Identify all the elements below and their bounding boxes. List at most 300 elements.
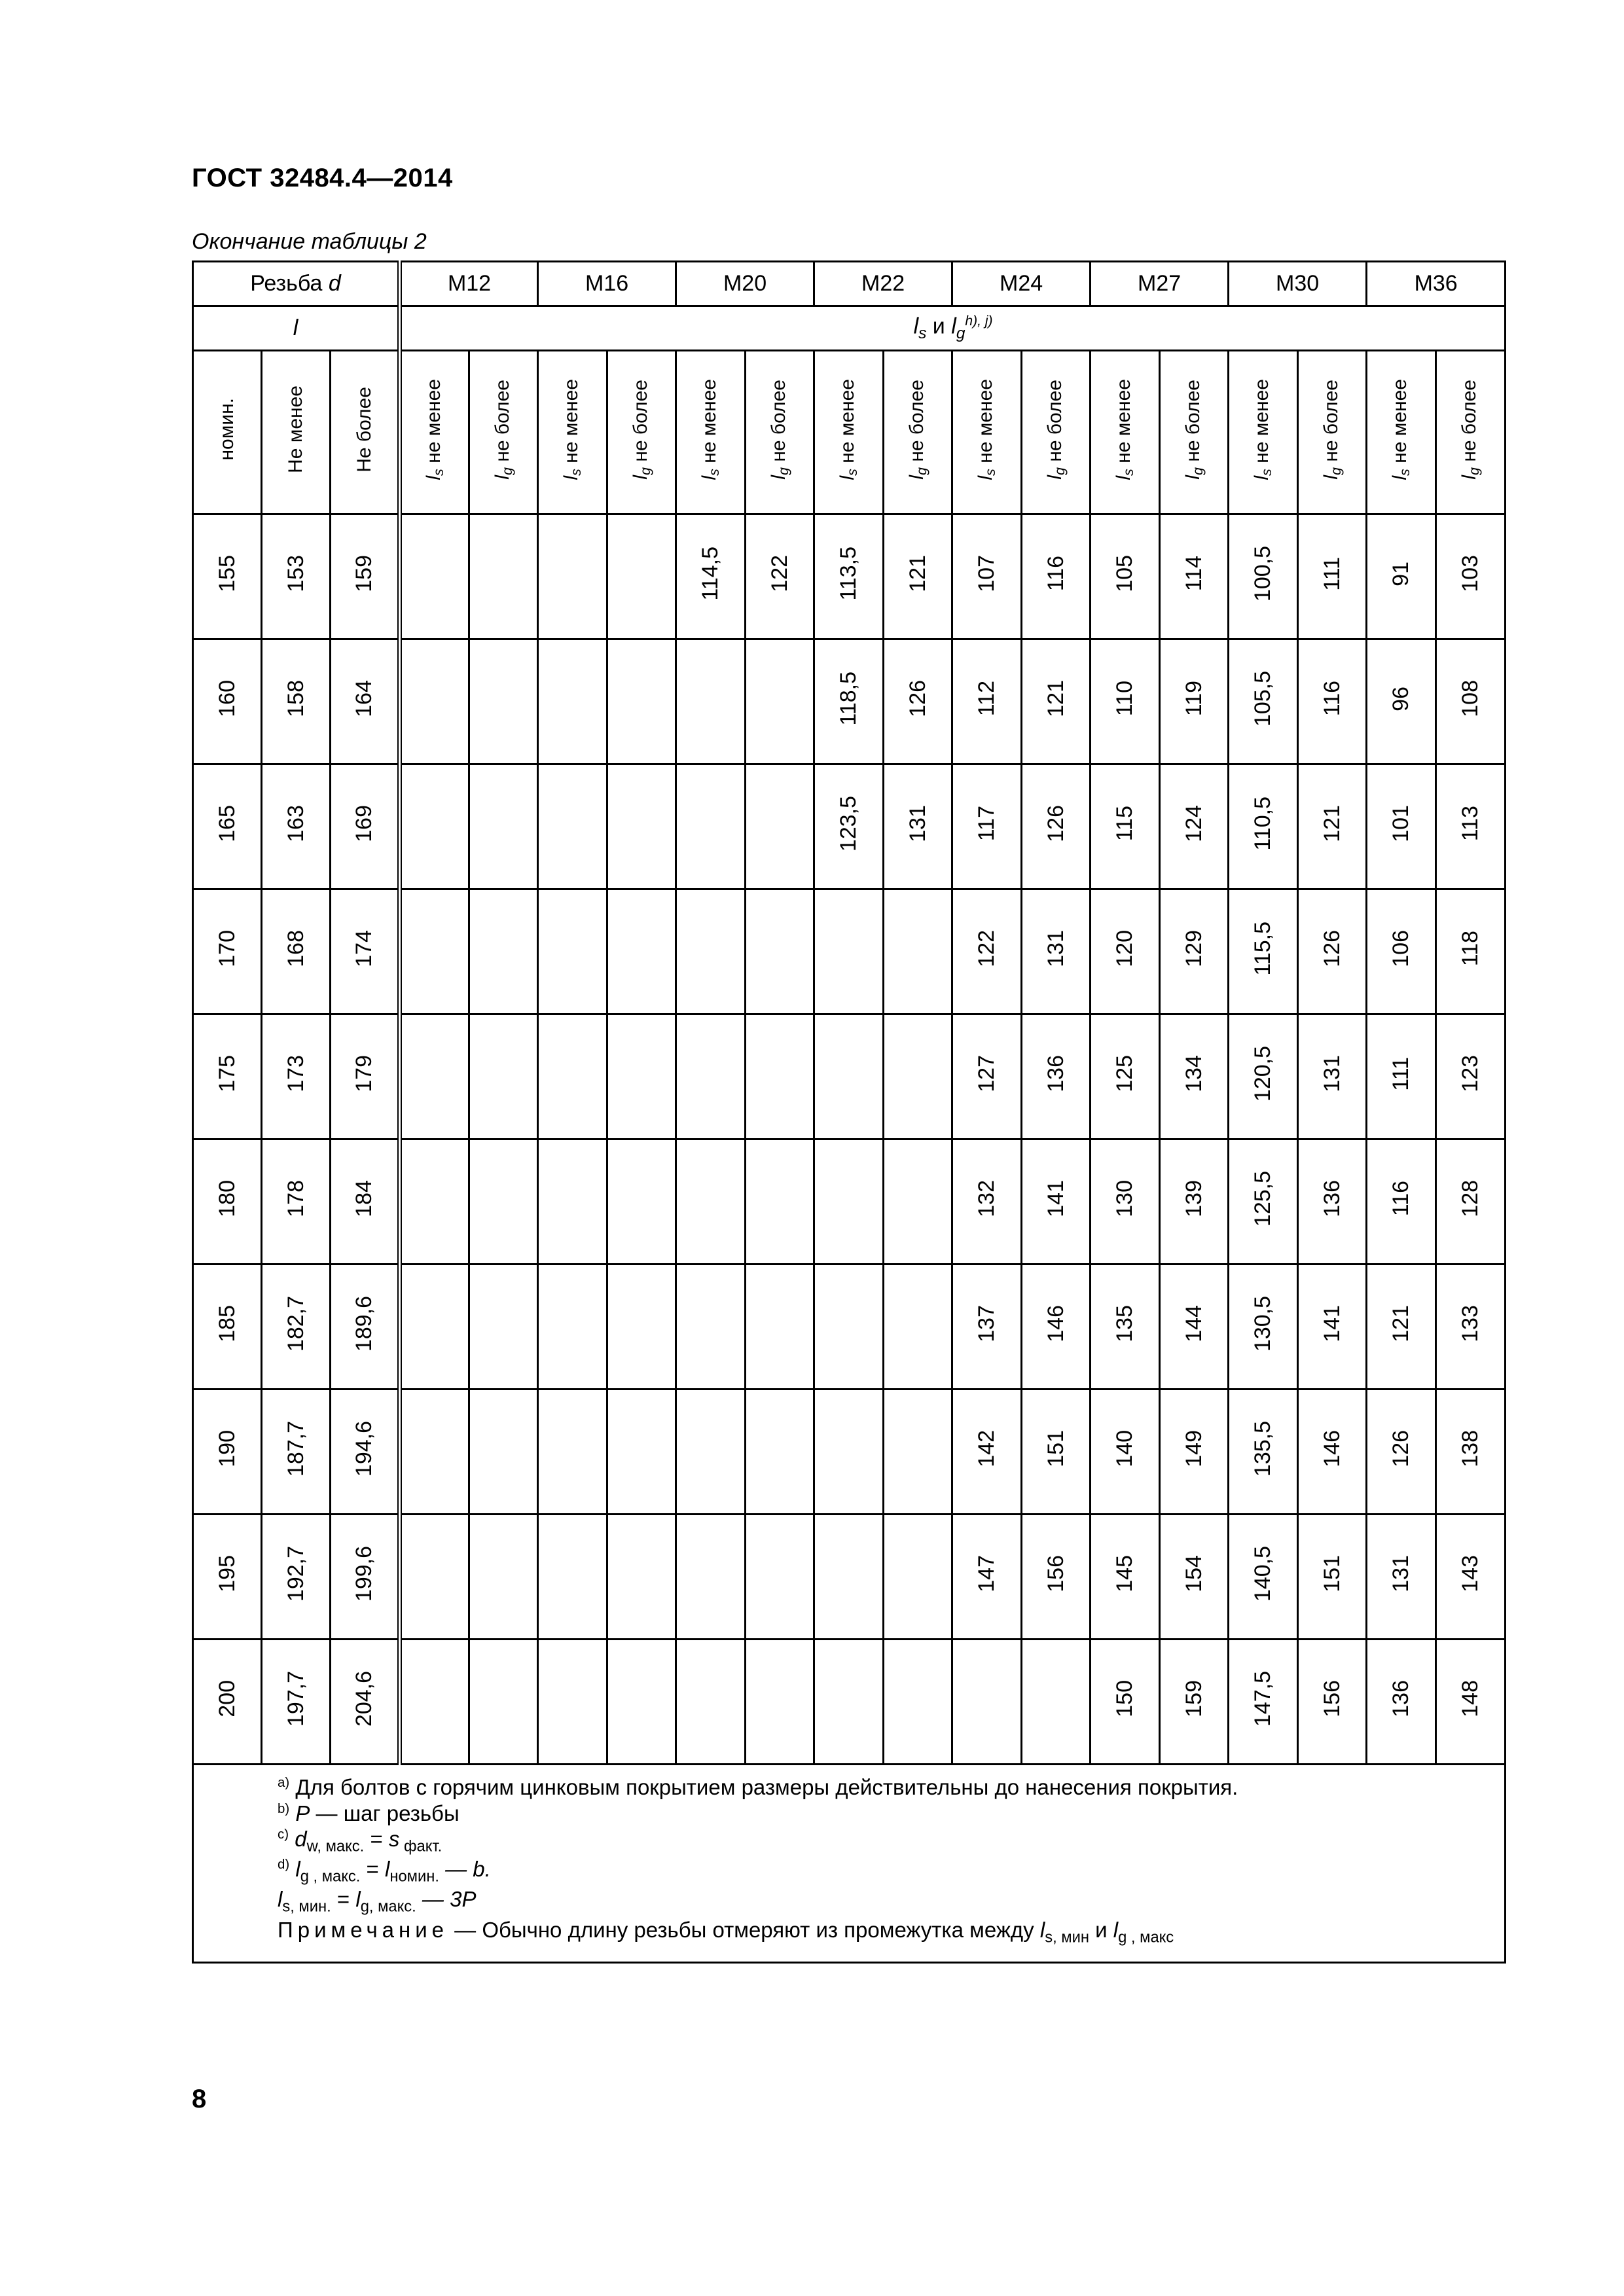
value-cell xyxy=(469,1014,538,1139)
value-cell xyxy=(607,1014,676,1139)
value-cell-text: 115,5 xyxy=(1250,922,1276,976)
table-row xyxy=(193,1139,1506,1265)
value-cell xyxy=(1091,1014,1160,1139)
value-cell xyxy=(400,1390,469,1515)
value-cell xyxy=(952,889,1022,1014)
value-cell xyxy=(400,1014,469,1139)
value-cell xyxy=(884,514,952,639)
value-cell xyxy=(746,1265,814,1390)
value-cell xyxy=(814,889,884,1014)
value-cell xyxy=(1436,764,1506,889)
value-cell xyxy=(1229,1014,1298,1139)
notes-row xyxy=(193,1765,1506,1963)
value-cell xyxy=(952,639,1022,764)
value-cell xyxy=(952,1265,1022,1390)
value-cell xyxy=(1436,514,1506,639)
footnote-e: $l_{s, мин.} = l_{g, макс.}$ — 3P xyxy=(278,1887,477,1916)
value-cell xyxy=(1367,514,1436,639)
value-cell xyxy=(469,1390,538,1515)
value-cell-text: 136 xyxy=(1388,1680,1414,1717)
value-cell-text: 110,5 xyxy=(1250,797,1276,851)
value-cell xyxy=(814,639,884,764)
value-cell xyxy=(746,1640,814,1765)
value-cell-text: 123 xyxy=(1458,1055,1483,1092)
value-cell xyxy=(400,889,469,1014)
table-row xyxy=(193,1515,1506,1640)
value-cell xyxy=(676,1515,746,1640)
value-cell-text: 131 xyxy=(905,805,930,842)
value-cell-text: 145 xyxy=(1112,1555,1138,1592)
value-cell-text: 107 xyxy=(974,555,1000,592)
value-cell xyxy=(1436,1390,1506,1515)
value-cell-text: 122 xyxy=(974,930,1000,967)
ls-min-label: $l_s$ не менее xyxy=(952,351,1022,514)
value-cell-text: 114,5 xyxy=(698,547,723,601)
dimensions-table xyxy=(192,260,1506,1964)
value-cell xyxy=(1160,514,1229,639)
length-cell xyxy=(331,1265,400,1390)
value-cell xyxy=(1022,514,1091,639)
value-cell-text: 132 xyxy=(974,1180,1000,1217)
value-cell xyxy=(676,1640,746,1765)
value-cell-text: 136 xyxy=(1043,1055,1068,1092)
value-cell xyxy=(952,1515,1022,1640)
value-cell xyxy=(1436,889,1506,1014)
value-cell xyxy=(469,1265,538,1390)
footnote-c: $^{c)}$ $d_{w, макс.} = s$ $_{факт.}$ xyxy=(278,1827,442,1856)
value-cell xyxy=(1367,1014,1436,1139)
length-cell xyxy=(262,889,331,1014)
lg-max-label: $l_g$ не более xyxy=(469,351,538,514)
length-cell xyxy=(262,1014,331,1139)
value-cell xyxy=(1229,889,1298,1014)
value-cell-text: 123,5 xyxy=(836,795,861,852)
value-cell-text: 130,5 xyxy=(1250,1295,1276,1352)
length-col-label-text: номин. xyxy=(216,398,238,461)
value-cell xyxy=(1022,1014,1091,1139)
value-cell xyxy=(1436,1265,1506,1390)
value-cell-text: 91 xyxy=(1388,561,1414,586)
value-cell xyxy=(1091,1515,1160,1640)
value-cell xyxy=(1160,889,1229,1014)
thread-header xyxy=(193,262,400,306)
value-cell-text: 114 xyxy=(1181,556,1206,592)
length-cell-text: 194,6 xyxy=(352,1420,376,1477)
length-cell xyxy=(262,1139,331,1265)
value-cell xyxy=(1160,1640,1229,1765)
table-row xyxy=(193,1014,1506,1139)
value-cell-text: 144 xyxy=(1181,1305,1206,1342)
value-cell xyxy=(952,764,1022,889)
value-cell xyxy=(1298,1265,1367,1390)
length-cell xyxy=(331,1390,400,1515)
value-cell xyxy=(469,514,538,639)
length-cell xyxy=(193,1515,262,1640)
value-cell xyxy=(676,1265,746,1390)
length-cell-text: 185 xyxy=(214,1305,240,1342)
length-col-label xyxy=(262,351,331,514)
value-cell xyxy=(1229,1515,1298,1640)
notes-cell xyxy=(193,1765,1506,1963)
document-header: ГОСТ 32484.4—2014 xyxy=(192,164,453,192)
value-cell-text: 111 xyxy=(1319,556,1344,591)
value-cell xyxy=(538,1640,607,1765)
length-cell-text: 189,6 xyxy=(352,1295,376,1352)
value-cell xyxy=(607,889,676,1014)
table-row xyxy=(193,514,1506,639)
length-cell-text: 204,6 xyxy=(352,1670,376,1727)
value-cell-text: 136 xyxy=(1319,1180,1344,1217)
value-cell xyxy=(1022,639,1091,764)
value-cell xyxy=(1367,1515,1436,1640)
value-cell xyxy=(746,1515,814,1640)
length-cell xyxy=(193,514,262,639)
length-cell xyxy=(262,1515,331,1640)
length-cell-text: 163 xyxy=(283,805,308,842)
value-cell-text: 159 xyxy=(1181,1680,1206,1717)
value-cell-text: 125 xyxy=(1112,1055,1138,1092)
value-cell xyxy=(1436,1014,1506,1139)
length-cell-text: 197,7 xyxy=(283,1670,308,1727)
value-cell xyxy=(1229,1265,1298,1390)
ls-min-label: $l_s$ не менее xyxy=(1229,351,1298,514)
table-row xyxy=(193,1390,1506,1515)
value-cell xyxy=(607,514,676,639)
value-cell xyxy=(1229,1390,1298,1515)
value-cell-text: 117 xyxy=(974,806,1000,842)
ls-min-label: $l_s$ не менее xyxy=(676,351,746,514)
value-cell xyxy=(884,889,952,1014)
value-cell xyxy=(1229,639,1298,764)
value-cell-text: 121 xyxy=(905,555,930,592)
length-cell xyxy=(262,1640,331,1765)
value-cell xyxy=(952,514,1022,639)
size-header: M24 xyxy=(952,262,1091,306)
length-col-label xyxy=(193,351,262,514)
size-header: M30 xyxy=(1229,262,1367,306)
value-cell xyxy=(1160,1139,1229,1265)
value-cell-text: 151 xyxy=(1319,1555,1344,1592)
length-cell-text: 195 xyxy=(214,1555,240,1592)
ls-min-label: $l_s$ не менее xyxy=(1367,351,1436,514)
value-cell xyxy=(884,639,952,764)
value-cell xyxy=(1160,764,1229,889)
value-cell xyxy=(1229,1640,1298,1765)
value-cell xyxy=(814,1515,884,1640)
value-cell xyxy=(607,1390,676,1515)
value-cell xyxy=(952,1014,1022,1139)
value-cell xyxy=(1091,889,1160,1014)
value-cell xyxy=(1298,639,1367,764)
value-cell-text: 140,5 xyxy=(1250,1545,1276,1602)
value-cell xyxy=(1229,514,1298,639)
length-cell-text: 190 xyxy=(214,1430,240,1467)
value-cell-text: 110 xyxy=(1112,681,1138,717)
length-cell-text: 179 xyxy=(352,1055,376,1092)
table-row xyxy=(193,639,1506,764)
length-cell-text: 168 xyxy=(283,930,308,967)
value-cell-text: 141 xyxy=(1319,1305,1344,1342)
value-cell xyxy=(1022,1139,1091,1265)
size-header: M20 xyxy=(676,262,814,306)
value-cell-text: 131 xyxy=(1319,1055,1344,1092)
size-header: M12 xyxy=(400,262,538,306)
lg-max-label: $l_g$ не более xyxy=(1436,351,1506,514)
value-cell-text: 120,5 xyxy=(1250,1045,1276,1102)
value-cell xyxy=(676,639,746,764)
table-row xyxy=(193,764,1506,889)
lg-max-label: $l_g$ не более xyxy=(746,351,814,514)
value-cell xyxy=(1091,639,1160,764)
value-cell-text: 147,5 xyxy=(1250,1670,1276,1727)
value-cell-text: 128 xyxy=(1458,1180,1483,1217)
value-cell xyxy=(1022,1265,1091,1390)
length-cell xyxy=(193,1265,262,1390)
value-cell xyxy=(676,1390,746,1515)
value-cell xyxy=(469,764,538,889)
length-header xyxy=(193,306,400,351)
size-header: M27 xyxy=(1091,262,1229,306)
value-cell xyxy=(884,1265,952,1390)
value-cell xyxy=(400,639,469,764)
value-cell-text: 115 xyxy=(1112,806,1138,842)
value-cell xyxy=(814,1014,884,1139)
value-cell xyxy=(1022,1390,1091,1515)
value-cell-text: 154 xyxy=(1181,1555,1206,1592)
value-cell-text: 139 xyxy=(1181,1180,1206,1217)
footnotes xyxy=(194,1765,1504,1962)
value-cell-text: 130 xyxy=(1112,1180,1138,1217)
value-cell xyxy=(400,1640,469,1765)
value-cell-text: 131 xyxy=(1388,1555,1414,1592)
length-cell-text: 164 xyxy=(352,680,376,717)
value-cell xyxy=(1298,1014,1367,1139)
length-cell xyxy=(331,889,400,1014)
value-cell xyxy=(746,1390,814,1515)
value-cell xyxy=(469,1139,538,1265)
value-cell-text: 100,5 xyxy=(1250,545,1276,602)
length-cell xyxy=(331,764,400,889)
value-cell-text: 135 xyxy=(1112,1305,1138,1342)
length-cell xyxy=(331,514,400,639)
value-cell xyxy=(607,639,676,764)
value-cell-text: 96 xyxy=(1388,686,1414,711)
value-cell xyxy=(1022,764,1091,889)
value-cell-text: 119 xyxy=(1181,681,1206,717)
value-cell xyxy=(469,889,538,1014)
value-cell xyxy=(884,1139,952,1265)
value-cell xyxy=(400,1515,469,1640)
value-cell-text: 140 xyxy=(1112,1430,1138,1467)
length-cell-text: 155 xyxy=(214,555,240,592)
value-cell xyxy=(1298,1139,1367,1265)
value-cell-text: 116 xyxy=(1388,1181,1414,1217)
value-cell-text: 138 xyxy=(1458,1430,1483,1467)
size-header: M22 xyxy=(814,262,952,306)
value-cell-text: 116 xyxy=(1043,556,1068,592)
value-cell xyxy=(538,1014,607,1139)
ls-min-label: $l_s$ не менее xyxy=(538,351,607,514)
table-caption: Окончание таблицы 2 xyxy=(192,229,427,254)
value-cell xyxy=(746,1139,814,1265)
value-cell-text: 121 xyxy=(1319,805,1344,842)
value-cell xyxy=(746,1014,814,1139)
value-cell xyxy=(884,1390,952,1515)
length-cell-text: 180 xyxy=(214,1180,240,1217)
value-cell-text: 156 xyxy=(1319,1680,1344,1717)
value-cell xyxy=(400,1265,469,1390)
value-cell xyxy=(1091,764,1160,889)
header-row-sizes xyxy=(193,262,1506,306)
value-cell xyxy=(607,764,676,889)
value-cell-text: 146 xyxy=(1043,1305,1068,1342)
value-cell xyxy=(1091,1640,1160,1765)
table-row xyxy=(193,1640,1506,1765)
value-cell xyxy=(1091,1390,1160,1515)
length-cell xyxy=(193,1014,262,1139)
value-cell xyxy=(1298,764,1367,889)
value-cell-text: 125,5 xyxy=(1250,1170,1276,1227)
length-cell xyxy=(331,639,400,764)
lg-max-label: $l_g$ не более xyxy=(1160,351,1229,514)
value-cell xyxy=(814,764,884,889)
length-cell xyxy=(331,1139,400,1265)
value-cell xyxy=(676,514,746,639)
value-cell xyxy=(1160,1265,1229,1390)
value-cell xyxy=(884,1515,952,1640)
table-row xyxy=(193,1265,1506,1390)
value-cell xyxy=(1367,889,1436,1014)
length-cell xyxy=(262,514,331,639)
value-cell xyxy=(469,639,538,764)
length-col-label-text: Не менее xyxy=(285,386,306,473)
value-cell-text: 127 xyxy=(974,1055,1000,1092)
length-cell xyxy=(331,1014,400,1139)
length-col-label-text: Не более xyxy=(353,386,375,473)
value-cell xyxy=(538,514,607,639)
value-cell-text: 156 xyxy=(1043,1555,1068,1592)
length-cell xyxy=(193,1640,262,1765)
length-cell xyxy=(331,1640,400,1765)
length-cell xyxy=(262,1390,331,1515)
length-cell-text: 170 xyxy=(214,930,240,967)
length-cell xyxy=(262,639,331,764)
value-cell xyxy=(1367,639,1436,764)
ls-min-label: $l_s$ не менее xyxy=(400,351,469,514)
value-cell xyxy=(814,1640,884,1765)
value-cell xyxy=(538,1139,607,1265)
thread-label: Резьба xyxy=(250,271,323,296)
value-cell xyxy=(400,764,469,889)
value-cell-text: 129 xyxy=(1181,930,1206,967)
thread-symbol: d xyxy=(328,271,341,296)
value-cell-text: 120 xyxy=(1112,930,1138,967)
value-cell-text: 121 xyxy=(1388,1305,1414,1342)
value-cell-text: 101 xyxy=(1388,805,1414,842)
length-col-label xyxy=(331,351,400,514)
value-cell-text: 103 xyxy=(1458,555,1483,592)
value-cell-text: 126 xyxy=(905,680,930,717)
value-cell xyxy=(746,639,814,764)
value-cell-text: 118 xyxy=(1458,931,1483,967)
value-cell-text: 137 xyxy=(974,1305,1000,1342)
length-cell-text: 192,7 xyxy=(283,1545,308,1602)
length-cell-text: 178 xyxy=(283,1180,308,1217)
value-cell xyxy=(676,889,746,1014)
value-cell-text: 126 xyxy=(1319,930,1344,967)
lg-max-label: $l_g$ не более xyxy=(1298,351,1367,514)
value-cell xyxy=(400,514,469,639)
value-cell xyxy=(1229,1139,1298,1265)
value-cell xyxy=(1298,1515,1367,1640)
length-cell-text: 175 xyxy=(214,1055,240,1092)
value-cell-text: 113 xyxy=(1458,806,1483,842)
ls-min-label: $l_s$ не менее xyxy=(814,351,884,514)
lg-max-label: $l_g$ не более xyxy=(1022,351,1091,514)
length-symbol: l xyxy=(293,315,298,340)
value-cell xyxy=(538,1390,607,1515)
value-cell-text: 118,5 xyxy=(836,672,861,726)
length-cell-text: 174 xyxy=(352,930,376,967)
value-cell xyxy=(1160,1014,1229,1139)
length-cell xyxy=(193,639,262,764)
value-cell-text: 112 xyxy=(974,681,1000,717)
value-cell xyxy=(814,514,884,639)
length-cell-text: 165 xyxy=(214,805,240,842)
value-cell xyxy=(1022,1640,1091,1765)
value-cell xyxy=(469,1515,538,1640)
value-cell xyxy=(884,764,952,889)
value-cell xyxy=(884,1014,952,1139)
value-cell xyxy=(607,1265,676,1390)
value-cell xyxy=(676,764,746,889)
value-cell xyxy=(538,889,607,1014)
ls-min-label: $l_s$ не менее xyxy=(1091,351,1160,514)
value-cell xyxy=(1367,1139,1436,1265)
value-cell xyxy=(1436,1640,1506,1765)
lg-max-label: $l_g$ не более xyxy=(607,351,676,514)
value-cell xyxy=(1436,1139,1506,1265)
value-cell-text: 131 xyxy=(1043,930,1068,967)
value-cell-text: 111 xyxy=(1388,1056,1414,1091)
header-row-column-labels xyxy=(193,351,1506,514)
footnote-d: $^{d)}$ $l_{g , макс.} = l_{номин.}$ — b. xyxy=(278,1857,491,1886)
length-cell-text: 173 xyxy=(283,1055,308,1092)
header-row-groups xyxy=(193,306,1506,351)
value-cell xyxy=(1367,1640,1436,1765)
length-cell xyxy=(193,764,262,889)
length-cell xyxy=(193,1390,262,1515)
value-cell-text: 147 xyxy=(974,1555,1000,1592)
value-cell xyxy=(607,1139,676,1265)
value-cell-text: 105,5 xyxy=(1250,670,1276,727)
length-cell xyxy=(193,1139,262,1265)
table-body xyxy=(193,514,1506,1765)
length-cell-text: 160 xyxy=(214,680,240,717)
value-cell xyxy=(1436,1515,1506,1640)
value-cell xyxy=(1091,1139,1160,1265)
value-cell-text: 116 xyxy=(1319,681,1344,717)
value-cell-text: 124 xyxy=(1181,805,1206,842)
value-cell xyxy=(746,889,814,1014)
value-cell-text: 151 xyxy=(1043,1430,1068,1467)
length-cell-text: 158 xyxy=(283,680,308,717)
value-cell xyxy=(1022,1515,1091,1640)
value-cell xyxy=(1160,1390,1229,1515)
value-cell xyxy=(538,1265,607,1390)
value-cell xyxy=(1160,639,1229,764)
size-header: M36 xyxy=(1367,262,1506,306)
